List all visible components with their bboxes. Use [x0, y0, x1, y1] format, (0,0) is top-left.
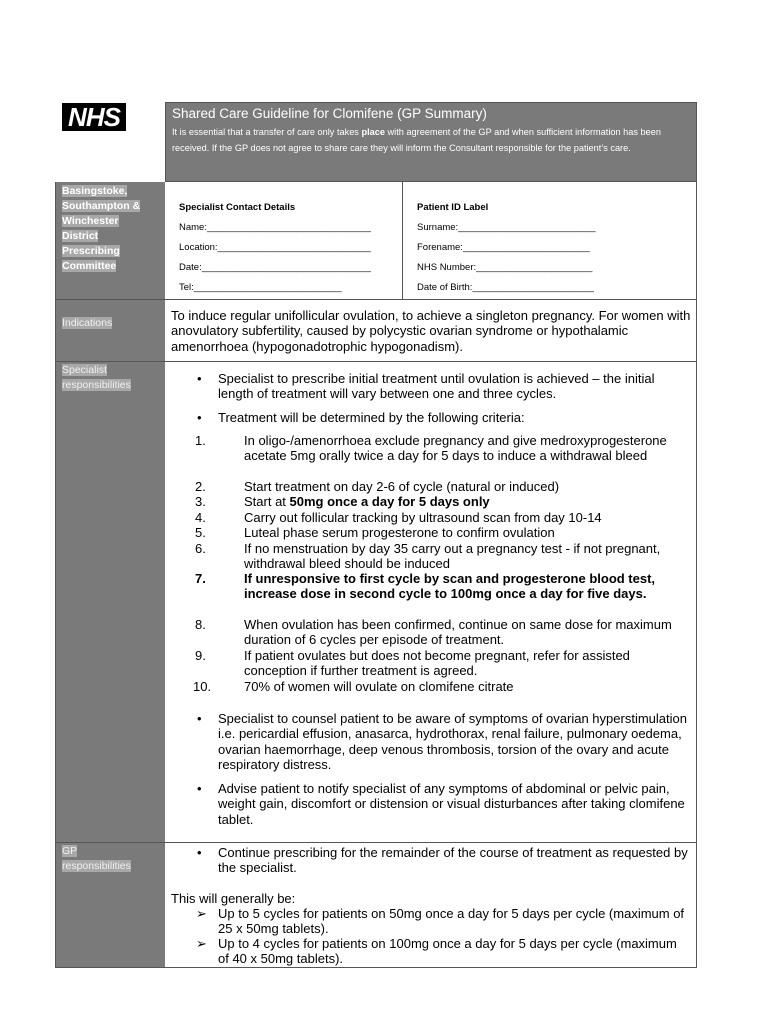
contact-details-section	[165, 182, 697, 299]
criteria-item: In oligo-/amenorrhoea exclude pregnancy and give medroxyprogesterone acetate 5mg orally twice a day for 5 days to induce a withdrawal bleed	[244, 433, 667, 464]
criteria-item: Carry out follicular tracking by ultrasound scan from day 10-14	[244, 510, 602, 525]
forename-field[interactable]: Forename:________________________	[417, 242, 590, 253]
nhs-logo: NHS	[62, 103, 126, 131]
committee-label: Basingstoke, Southampton & Winchester District Prescribing Committee	[62, 185, 141, 272]
bullet-icon: •	[197, 711, 202, 726]
indications-text: To induce regular unifollicular ovulation, to achieve a singleton pregnancy. For women with anovulatory subfertility, caused by polycystic ovarian syndrome or hypothalamic amenorrhoea (hypogonadotrophic hypogonadism).	[171, 308, 691, 354]
indications-label: Indications	[62, 317, 113, 329]
gp-bullet-1: Continue prescribing for the remainder of the course of treatment as requested by the specialist.	[218, 845, 688, 876]
criteria-number: 9.	[195, 648, 206, 663]
date-of-birth-field[interactable]: Date of Birth:_______________________	[417, 282, 594, 293]
bullet-icon: •	[197, 371, 202, 386]
page-title: Shared Care Guideline for Clomifene (GP Summary)	[172, 106, 487, 121]
criteria-number: 2.	[195, 479, 206, 494]
row-divider	[55, 361, 697, 362]
criteria-item: Luteal phase serum progesterone to confirm ovulation	[244, 525, 555, 540]
table-bottom-border	[55, 967, 697, 968]
criteria-number: 5.	[195, 525, 206, 540]
criteria-number: 6.	[195, 541, 206, 556]
contact-divider	[402, 182, 403, 299]
criteria-number: 1.	[195, 433, 206, 448]
criteria-item: If unresponsive to first cycle by scan and progesterone blood test, increase dose in second cycle to 100mg once a day for five days.	[244, 571, 656, 602]
criteria-item: If no menstruation by day 35 carry out a pregnancy test - if not pregnant, withdrawal bleed should be induced	[244, 541, 661, 572]
criteria-item: 70% of women will ovulate on clomifene citrate	[244, 679, 514, 694]
name-field[interactable]: Name:_______________________________	[179, 222, 371, 233]
bullet-icon: •	[197, 781, 202, 796]
gp-label: GP responsibilities	[62, 845, 131, 872]
criteria-number: 4.	[195, 510, 206, 525]
criteria-item: Start at 50mg once a day for 5 days only	[244, 494, 490, 509]
criteria-number: 7.	[195, 571, 206, 586]
row-divider	[55, 299, 697, 300]
criteria-item: Start treatment on day 2-6 of cycle (natural or induced)	[244, 479, 560, 494]
gp-intro: This will generally be:	[171, 891, 296, 906]
tel-field[interactable]: Tel:____________________________	[179, 282, 342, 293]
specialist-bullet-4: Advise patient to notify specialist of any symptoms of abdominal or pelvic pain, weight gain, discomfort or distension or visual disturbances after taking clomifene tablet.	[218, 781, 685, 827]
bullet-icon: •	[197, 410, 202, 425]
nhs-number-field[interactable]: NHS Number:______________________	[417, 262, 593, 273]
bullet-icon: •	[197, 845, 202, 860]
criteria-number: 8.	[195, 617, 206, 632]
criteria-item: When ovulation has been confirmed, continue on same dose for maximum duration of 6 cycles per episode of treatment.	[244, 617, 672, 648]
header-subtitle: It is essential that a transfer of care only takes place with agreement of the GP and when sufficient information has been received. If the GP does not agree to share care they will inform the Consultant responsible for the patient’s care.	[172, 127, 661, 153]
specialist-contact-title: Specialist Contact Details	[179, 202, 296, 213]
location-field[interactable]: Location:_____________________________	[179, 242, 371, 253]
date-field[interactable]: Date:________________________________	[179, 262, 371, 273]
arrow-bullet-icon: ➢	[196, 936, 207, 951]
specialist-label: Specialist responsibilities	[62, 364, 131, 391]
criteria-number: 3.	[195, 494, 206, 509]
specialist-bullet-3: Specialist to counsel patient to be aware of symptoms of ovarian hyperstimulation i.e. pericardial effusion, anasarca, hydrothorax, renal failure, pulmonary oedema, ovarian haemorrhage, deep venous thrombosis, torsion of the ovary and acute respiratory distress.	[218, 711, 687, 773]
gp-arrow-item: Up to 5 cycles for patients on 50mg once a day for 5 days per cycle (maximum of 25 x 50mg tablets).	[218, 906, 685, 937]
patient-id-title: Patient ID Label	[417, 202, 489, 213]
arrow-bullet-icon: ➢	[196, 906, 207, 921]
criteria-number: 10.	[193, 679, 212, 694]
specialist-bullet-1: Specialist to prescribe initial treatment until ovulation is achieved – the initial length of treatment will vary between one and three cycles.	[218, 371, 655, 402]
surname-field[interactable]: Surname:__________________________	[417, 222, 596, 233]
guideline-header	[165, 102, 697, 182]
row-divider	[55, 842, 697, 843]
criteria-item: If patient ovulates but does not become pregnant, refer for assisted conception if further treatment is agreed.	[244, 648, 630, 679]
gp-arrow-item: Up to 4 cycles for patients on 100mg once a day for 5 days per cycle (maximum of 40 x 50mg tablets).	[218, 936, 677, 967]
specialist-bullet-2: Treatment will be determined by the following criteria:	[218, 410, 525, 425]
